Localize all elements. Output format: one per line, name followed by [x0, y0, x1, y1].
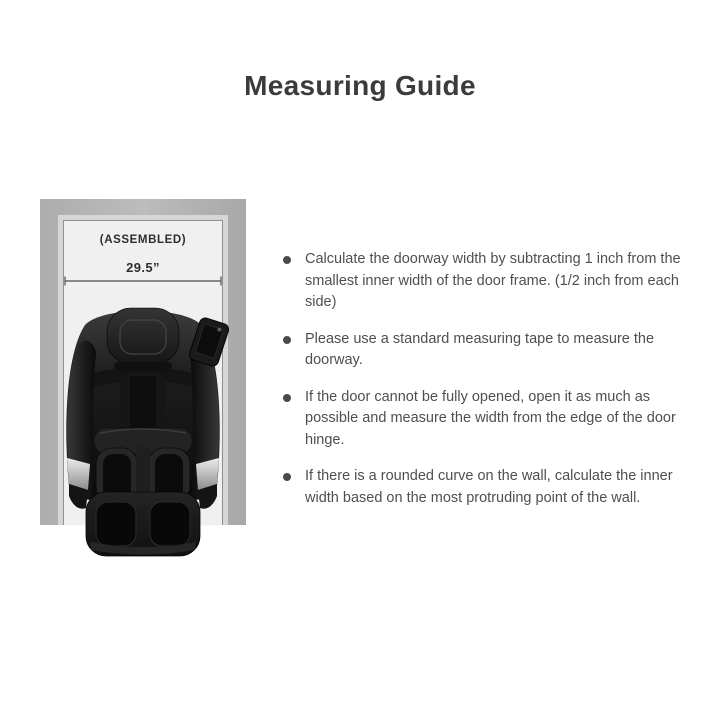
instruction-item — [283, 387, 685, 452]
width-value-label: 29.5” — [126, 260, 160, 275]
instruction-text: If there is a rounded curve on the wall, calculate the inner width based on the most protruding point of the wall. — [305, 468, 673, 506]
instruction-text: If the door cannot be fully opened, open it as much as possible and measure the width from the edge of the door hinge. — [305, 388, 676, 448]
instruction-text: Please use a standard measuring tape to measure the doorway. — [305, 330, 655, 368]
instruction-list — [283, 249, 685, 524]
bullet-dot-icon — [283, 394, 291, 402]
assembled-label: (ASSEMBLED) — [99, 234, 187, 246]
page-title: Measuring Guide — [244, 70, 476, 101]
instruction-item — [283, 249, 685, 314]
instruction-text: Calculate the doorway width by subtracting 1 inch from the smallest inner width of the door frame. (1/2 inch from each side) — [305, 251, 681, 310]
instruction-item — [283, 329, 685, 372]
doorway-measurement-illustration — [30, 190, 260, 570]
chair-footrest — [86, 492, 200, 556]
bullet-dot-icon — [283, 473, 291, 481]
instruction-item — [283, 466, 685, 509]
bullet-dot-icon — [283, 336, 291, 344]
bullet-dot-icon — [283, 256, 291, 264]
